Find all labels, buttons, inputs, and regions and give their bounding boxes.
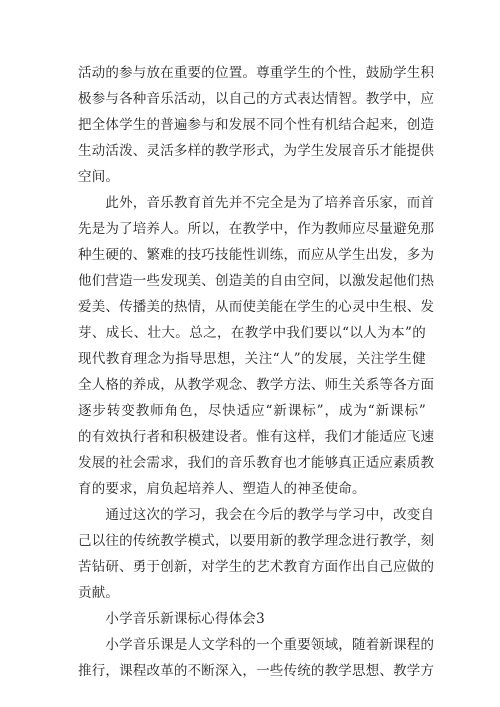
text-line: 推行，课程改革的不断深入，一些传统的教学思想、教学方 (78, 663, 435, 679)
text-line: 苦钻研、勇于创新，对学生的艺术教育方面作出自己应做的 (78, 559, 435, 575)
text-line: 全人格的养成，从教学观念、教学方法、师生关系等各方面 (78, 377, 435, 393)
document-body (78, 60, 435, 684)
text-line: 通过这次的学习，我会在今后的教学与学习中，改变自 (78, 507, 435, 523)
text-line: 贡献。 (78, 585, 120, 601)
text-line: 发展的社会需求，我们的音乐教育也才能够真正适应素质教 (78, 455, 435, 471)
text-line: 现代教育理念为指导思想，关注“人”的发展，关注学生健 (78, 351, 426, 367)
text-line: 爱美、传播美的热情，从而使美能在学生的心灵中生根、发 (78, 299, 435, 315)
text-line: 活动的参与放在重要的位置。尊重学生的个性，鼓励学生积 (78, 65, 435, 81)
text-line: 他们营造一些发现美、创造美的自由空间，以激发起他们热 (78, 273, 435, 289)
text-line: 此外，音乐教育首先并不完全是为了培养音乐家，而首 (78, 195, 435, 211)
text-line: 极参与各种音乐活动，以自己的方式表达情智。教学中，应 (78, 91, 435, 107)
text-line: 的有效执行者和积极建设者。惟有这样，我们才能适应飞速 (78, 429, 435, 445)
text-line: 育的要求，肩负起培养人、塑造人的神圣使命。 (78, 481, 366, 497)
text-line: 把全体学生的普遍参与和发展不同个性有机结合起来，创造 (78, 117, 435, 133)
text-line: 己以往的传统教学模式，以要用新的教学理念进行教学，刻 (78, 533, 435, 549)
text-line: 芽、成长、壮大。总之，在教学中我们要以“以人为本”的 (78, 325, 426, 341)
text-line: 小学音乐课是人文学科的一个重要领域，随着新课程的 (78, 637, 435, 653)
text-line: 逐步转变教师角色，尽快适应“新课标”，成为“新课标” (78, 403, 426, 419)
text-line: 生动活泼、灵活多样的教学形式，为学生发展音乐才能提供 (78, 143, 435, 159)
text-line: 先是为了培养人。所以，在教学中，作为教师应尽量避免那 (78, 221, 435, 237)
text-line: 空间。 (78, 169, 120, 185)
section-heading: 小学音乐新课标心得体会3 (78, 611, 265, 627)
text-line: 种生硬的、繁难的技巧技能性训练，而应从学生出发，多为 (78, 247, 435, 263)
